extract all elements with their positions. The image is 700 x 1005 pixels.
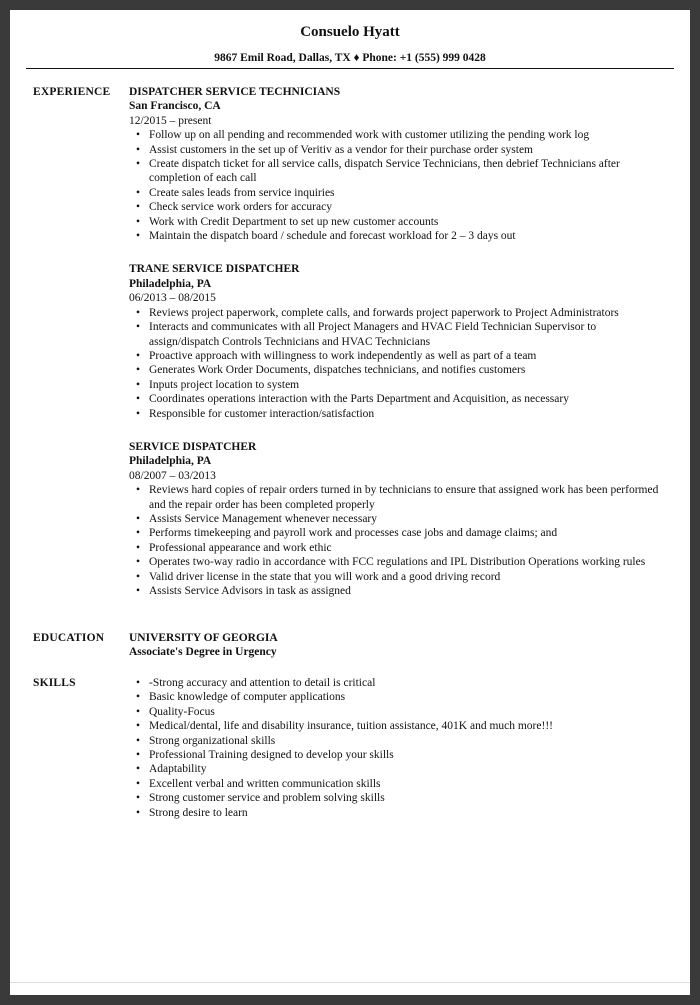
job-duties-list [129,306,669,421]
job-location: San Francisco, CA [129,100,221,113]
list-item: • Assists Service Advisors in task as assigned [129,584,669,598]
degree: Associate's Degree in Urgency [129,646,277,659]
job-entry [129,262,669,420]
list-item: • Interacts and communicates with all Project Managers and HVAC Field Technician Supervisor to assign/dispatch Controls Technicians and HVAC Technicians [129,320,669,349]
list-item: • Performs timekeeping and payroll work and processes case jobs and damage claims; and [129,526,669,540]
list-item: • Professional Training designed to develop your skills [129,748,669,762]
job-duties-list [129,128,669,243]
section-label-experience: EXPERIENCE [33,86,111,98]
list-item: • Follow up on all pending and recommended work with customer utilizing the pending work log [129,128,669,142]
job-dates: 12/2015 – present [129,114,212,127]
list-item: • Reviews project paperwork, complete calls, and forwards project paperwork to Project Administrators [129,306,669,320]
list-item: • Strong desire to learn [129,806,669,820]
job-location: Philadelphia, PA [129,277,212,290]
list-item: • Assist customers in the set up of Veritiv as a vendor for their purchase order system [129,143,669,157]
list-item: • Assists Service Management whenever necessary [129,512,669,526]
list-item: • Strong customer service and problem solving skills [129,791,669,805]
education-section [129,631,669,660]
list-item: • Adaptability [129,762,669,776]
job-duties-list [129,483,669,598]
list-item: • Strong organizational skills [129,734,669,748]
list-item: • Operates two-way radio in accordance with FCC regulations and IPL Distribution Operations working rules [129,555,669,569]
list-item: • Proactive approach with willingness to work independently as well as part of a team [129,349,669,363]
job-dates: 06/2013 – 08/2015 [129,292,216,305]
experience-section [129,85,669,598]
header-divider [26,68,674,69]
section-label-skills: SKILLS [33,677,76,689]
list-item: • Excellent verbal and written communication skills [129,777,669,791]
list-item: • Quality-Focus [129,705,669,719]
list-item: • Create sales leads from service inquiries [129,186,669,200]
job-dates: 08/2007 – 03/2013 [129,469,216,482]
list-item: • Create dispatch ticket for all service calls, dispatch Service Technicians, then debrief Technicians after completion of each call [129,157,669,186]
candidate-name: Consuelo Hyatt [300,24,400,40]
list-item: • Work with Credit Department to set up new customer accounts [129,215,669,229]
contact-line: 9867 Emil Road, Dallas, TX ♦ Phone: +1 (555) 999 0428 [214,52,486,64]
list-item: • Maintain the dispatch board / schedule and forecast workload for 2 – 3 days out [129,229,669,243]
list-item: • -Strong accuracy and attention to detail is critical [129,676,669,690]
job-location: Philadelphia, PA [129,455,212,468]
section-label-education: EDUCATION [33,632,105,644]
resume-page [10,10,690,995]
list-item: • Inputs project location to system [129,378,669,392]
list-item: • Valid driver license in the state that you will work and a good driving record [129,570,669,584]
list-item: • Basic knowledge of computer applications [129,690,669,704]
school-name: UNIVERSITY OF GEORGIA [129,632,278,644]
list-item: • Reviews hard copies of repair orders turned in by technicians to ensure that assigned work has been performed and the repair order has been completed properly [129,483,669,512]
skills-list [129,676,669,820]
job-entry [129,440,669,598]
job-title: SERVICE DISPATCHER [129,440,257,453]
list-item: • Coordinates operations interaction with the Parts Department and Acquisition, as necessary [129,392,669,406]
job-title: TRANE SERVICE DISPATCHER [129,263,300,276]
list-item: • Professional appearance and work ethic [129,541,669,555]
job-entry [129,85,669,243]
page-bottom-divider [10,982,690,983]
skills-section [129,676,669,820]
list-item: • Check service work orders for accuracy [129,200,669,214]
list-item: • Responsible for customer interaction/satisfaction [129,407,669,421]
list-item: • Generates Work Order Documents, dispatches technicians, and notifies customers [129,363,669,377]
list-item: • Medical/dental, life and disability insurance, tuition assistance, 401K and much more!!! [129,719,669,733]
job-title: DISPATCHER SERVICE TECHNICIANS [129,86,341,98]
